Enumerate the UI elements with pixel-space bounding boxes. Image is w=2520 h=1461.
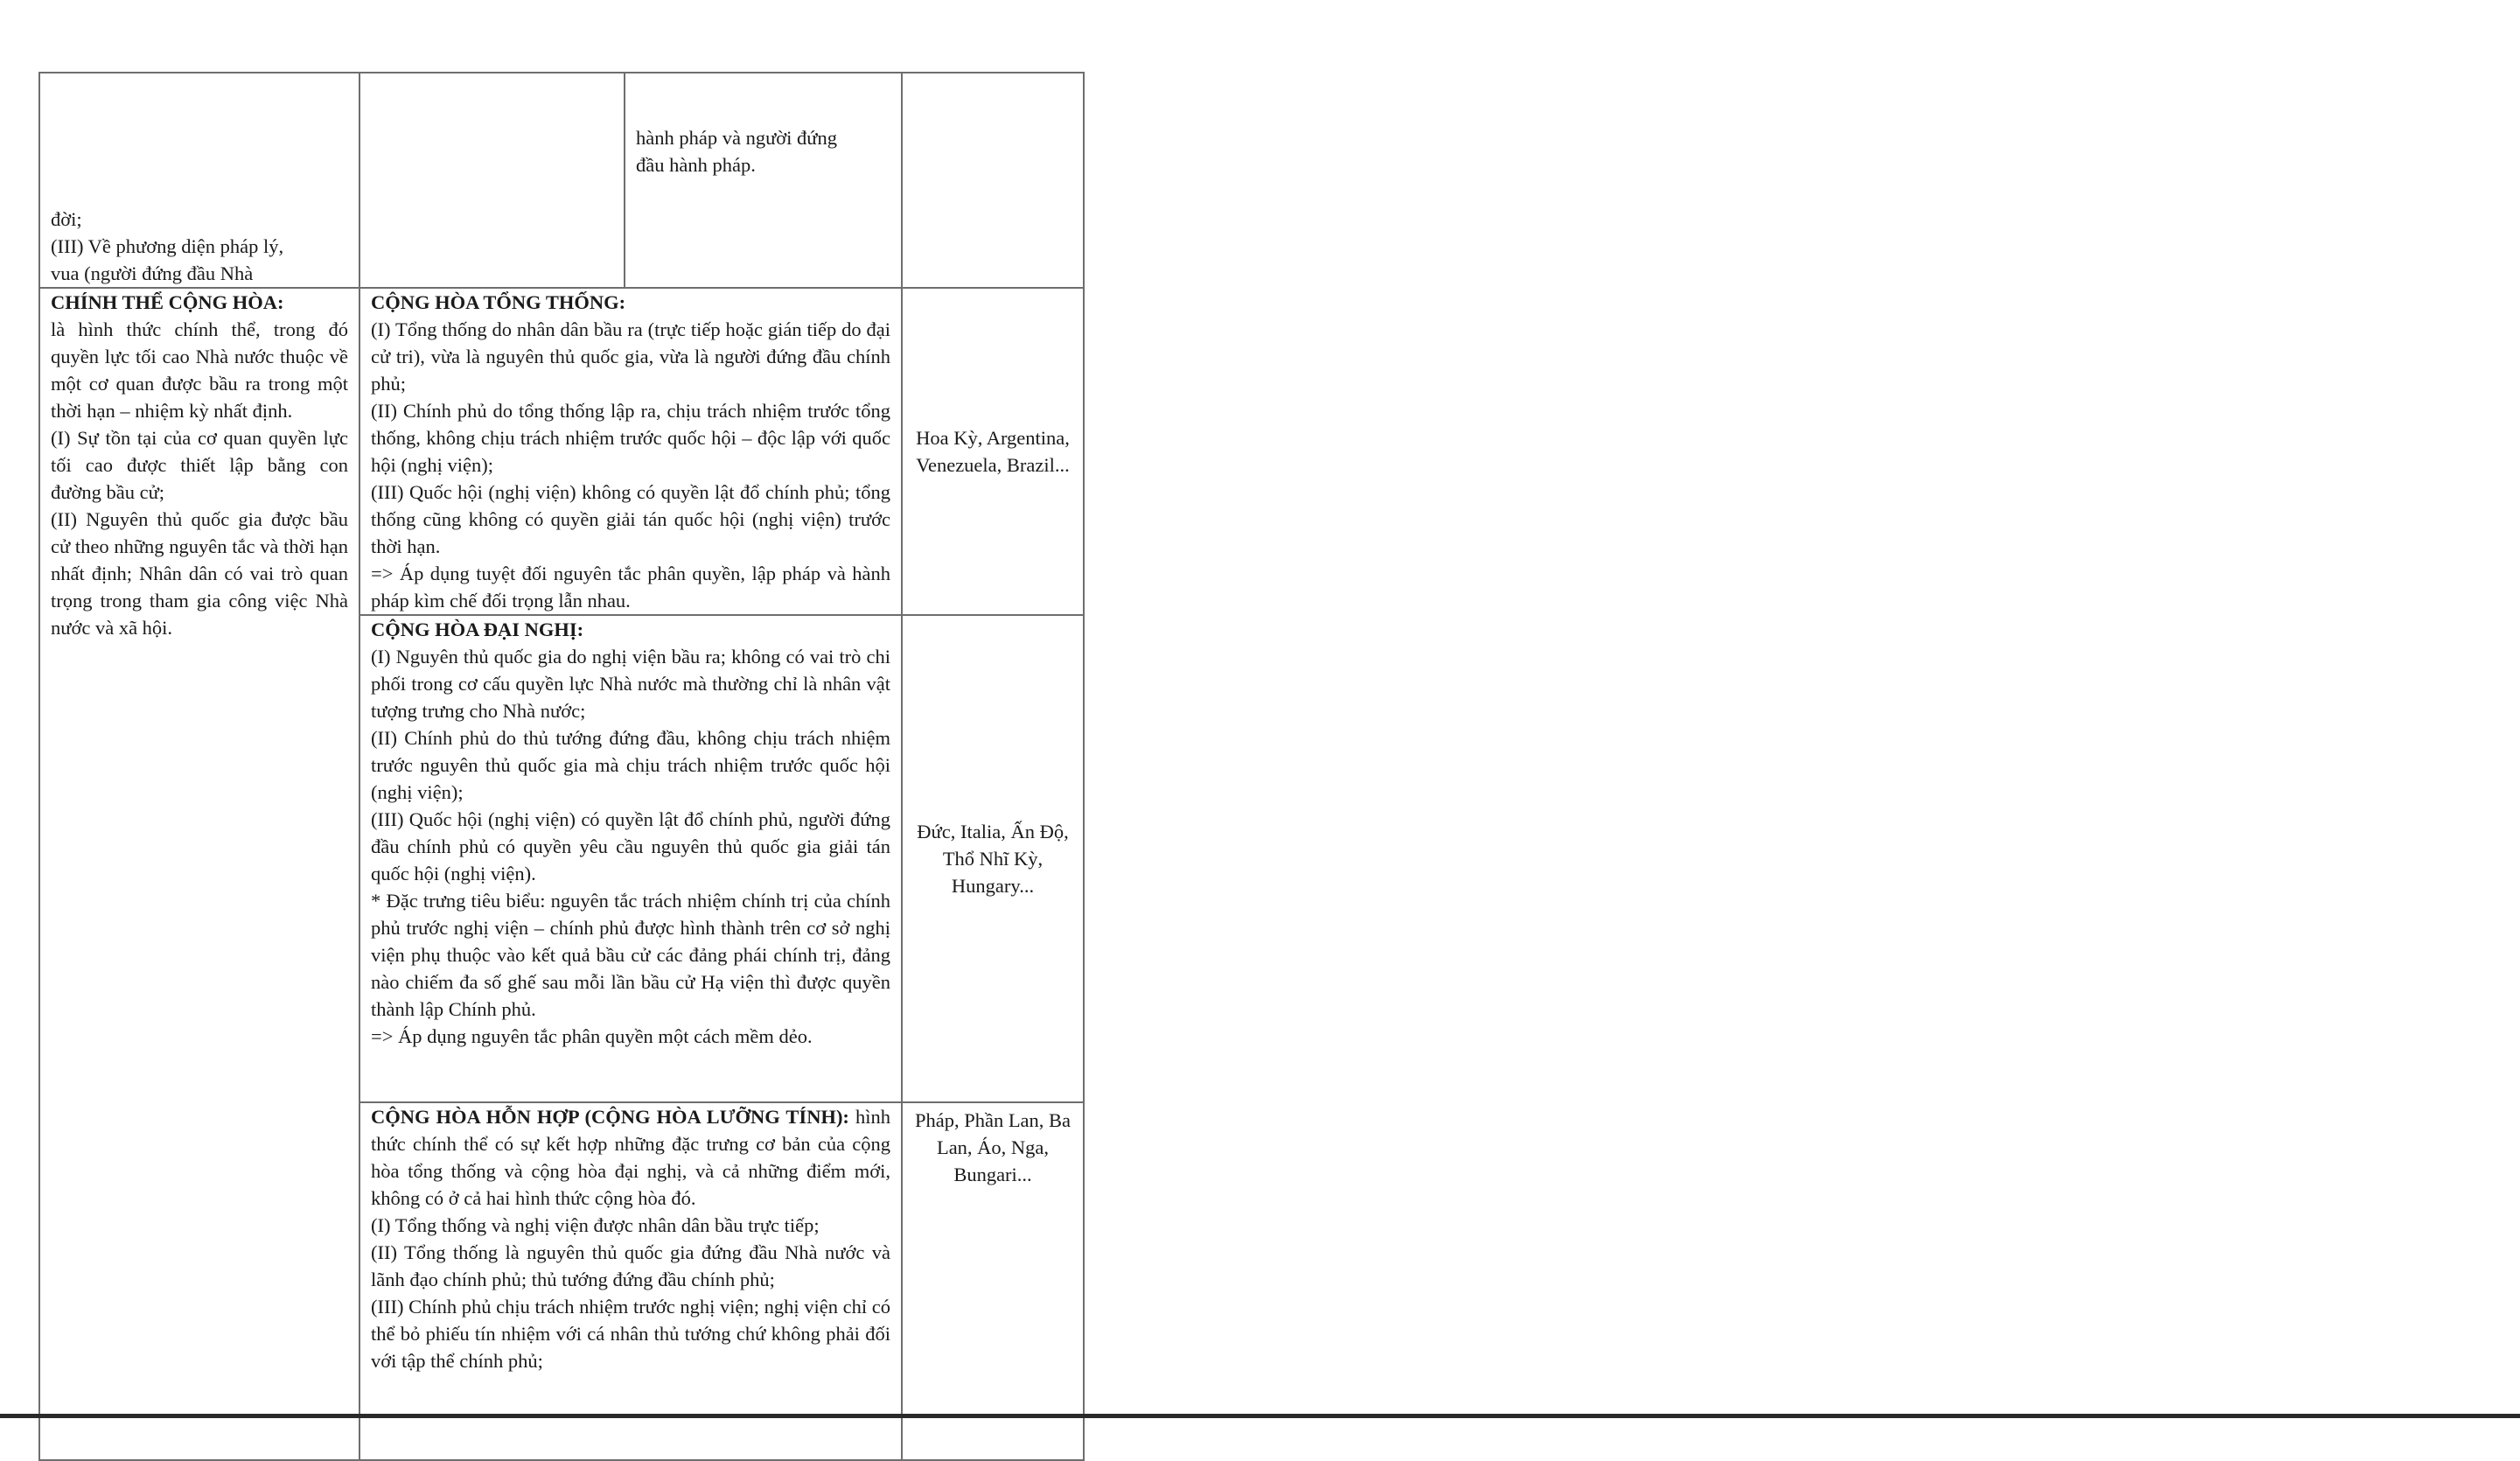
paragraph: * Đặc trưng tiêu biểu: nguyên tắc trách nhiệm chính trị của chính phủ trước nghị viện – chính phủ được hình thành trên cơ sở nghị viện phụ thuộc vào kết quả bầu cử các đảng phái chính trị, đảng nào chiếm đa số ghế sau mỗi lần bầu cử Hạ viện thì được quyền thành lập Chính phủ. <box>371 890 896 1020</box>
examples-text: Đức, Italia, Ấn Độ, Thổ Nhĩ Kỳ, Hungary... <box>917 821 1069 897</box>
paragraph: (II) Nguyên thủ quốc gia được bầu cử theo những nguyên tắc và thời hạn nhất định; Nhân dân có vai trò quan trọng trong tham gia công việc Nhà nước và xã hội. <box>51 508 353 639</box>
table-row <box>39 288 1084 615</box>
section-heading: CHÍNH THỂ CỘNG HÒA: <box>51 291 284 313</box>
examples-text: Pháp, Phần Lan, Ba Lan, Áo, Nga, Bungari... <box>914 1109 1072 1185</box>
paragraph: (III) Quốc hội (nghị viện) có quyền lật đổ chính phủ, người đứng đầu chính phủ có quyền yêu cầu nguyên thủ quốc gia giải tán quốc hội (nghị viện). <box>371 808 896 884</box>
presidential-examples-cell <box>902 288 1084 615</box>
paragraph: (II) Chính phủ do tổng thống lập ra, chịu trách nhiệm trước tổng thống, không chịu trách nhiệm trước quốc hội – độc lập với quốc hội (nghị viện); <box>371 400 896 476</box>
republic-definition-cell <box>39 288 360 1460</box>
text-line: đầu hành pháp. <box>636 154 756 176</box>
paragraph: (I) Nguyên thủ quốc gia do nghị viện bầu ra; không có vai trò chi phối trong cơ cấu quyền lực Nhà nước mà thường chỉ là nhân vật tượng trưng cho Nhà nước; <box>371 646 896 722</box>
monarchy-type-continuation-cell <box>625 73 902 288</box>
table-row <box>39 73 1084 288</box>
paragraph: (III) Chính phủ chịu trách nhiệm trước nghị viện; nghị viện chỉ có thể bỏ phiếu tín nhiệm với cá nhân thủ tướng chứ không phải đối với tập thể chính phủ; <box>371 1296 896 1372</box>
text-line: hành pháp và người đứng <box>636 127 837 149</box>
section-intro: hình thức chính thể có sự kết hợp những đặc trưng cơ bản của cộng hòa tổng thống và cộng hòa đại nghị, và cả những điểm mới, không có ở cả hai hình thức cộng hòa đó. <box>371 1106 896 1209</box>
mixed-republic-cell <box>360 1102 902 1460</box>
paragraph: là hình thức chính thể, trong đó quyền lực tối cao Nhà nước thuộc về một cơ quan được bầu ra trong một thời hạn – nhiệm kỳ nhất định. <box>51 318 353 422</box>
section-heading: CỘNG HÒA HỖN HỢP (CỘNG HÒA LƯỠNG TÍNH): <box>371 1106 849 1128</box>
empty-cell <box>360 73 625 288</box>
paragraph: (I) Tổng thống do nhân dân bầu ra (trực tiếp hoặc gián tiếp do đại cử tri), vừa là nguyên thủ quốc gia, vừa là người đứng đầu chính phủ; <box>371 318 896 395</box>
examples-text: Hoa Kỳ, Argentina, Venezuela, Brazil... <box>916 427 1070 476</box>
text-line: vua (người đứng đầu Nhà <box>51 262 254 284</box>
presidential-republic-cell <box>360 288 902 615</box>
page-bottom-edge <box>0 1414 2520 1418</box>
government-forms-table <box>38 72 1085 1461</box>
empty-cell <box>902 73 1084 288</box>
paragraph: (III) Quốc hội (nghị viện) không có quyền lật đổ chính phủ; tổng thống cũng không có quyền giải tán quốc hội (nghị viện) trước thời hạn. <box>371 481 896 557</box>
paragraph: (I) Sự tồn tại của cơ quan quyền lực tối cao được thiết lập bằng con đường bầu cử; <box>51 427 353 503</box>
section-heading: CỘNG HÒA ĐẠI NGHỊ: <box>371 619 584 640</box>
paragraph <box>371 1103 896 1212</box>
paragraph: (I) Tổng thống và nghị viện được nhân dân bầu trực tiếp; <box>371 1214 820 1236</box>
text-line: (III) Về phương diện pháp lý, <box>51 235 284 257</box>
text-line: đời; <box>51 208 82 230</box>
section-heading: CỘNG HÒA TỔNG THỐNG: <box>371 291 626 313</box>
parliamentary-examples-cell <box>902 615 1084 1102</box>
monarchy-continuation-cell <box>39 73 360 288</box>
paragraph: => Áp dụng tuyệt đối nguyên tắc phân quyền, lập pháp và hành pháp kìm chế đối trọng lẫn nhau. <box>371 563 896 612</box>
parliamentary-republic-cell <box>360 615 902 1102</box>
mixed-examples-cell <box>902 1102 1084 1460</box>
paragraph: => Áp dụng nguyên tắc phân quyền một cách mềm dẻo. <box>371 1025 813 1047</box>
paragraph: (II) Tổng thống là nguyên thủ quốc gia đứng đầu Nhà nước và lãnh đạo chính phủ; thủ tướng đứng đầu chính phủ; <box>371 1241 896 1290</box>
paragraph: (II) Chính phủ do thủ tướng đứng đầu, không chịu trách nhiệm trước nguyên thủ quốc gia mà chịu trách nhiệm trước quốc hội (nghị viện); <box>371 727 896 803</box>
